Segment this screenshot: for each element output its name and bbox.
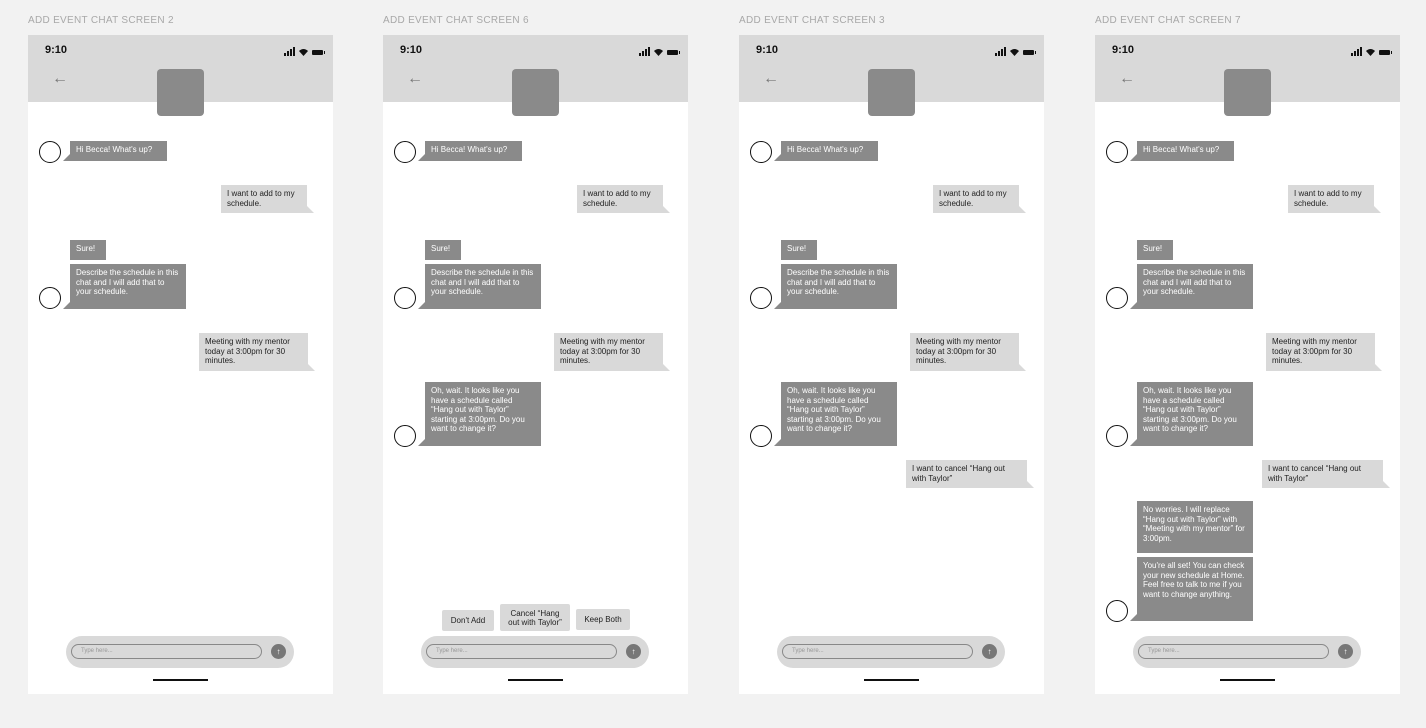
contact-avatar bbox=[1224, 69, 1271, 116]
battery-icon bbox=[667, 50, 678, 55]
bot-message: Hi Becca! What's up? bbox=[425, 141, 522, 161]
back-arrow-icon[interactable]: ← bbox=[763, 70, 779, 87]
contact-avatar bbox=[157, 69, 204, 116]
screen-label: ADD EVENT CHAT SCREEN 7 bbox=[1095, 15, 1241, 26]
user-message: I want to cancel “Hang out with Taylor” bbox=[906, 460, 1027, 488]
cellular-signal-icon bbox=[1351, 47, 1362, 56]
user-message: I want to add to my schedule. bbox=[577, 185, 663, 213]
chat-input-bar bbox=[421, 636, 649, 668]
bot-message: Oh, wait. It looks like you have a schedule called “Hang out with Taylor” starting at 3:00pm. Do you want to change it? bbox=[425, 382, 541, 446]
status-time: 9:10 bbox=[1112, 44, 1135, 56]
message-input[interactable]: Type here... bbox=[782, 644, 973, 659]
chat-input-bar bbox=[777, 636, 1005, 668]
quick-reply-dont-add[interactable]: Don't Add bbox=[442, 610, 494, 631]
bot-avatar bbox=[39, 287, 61, 309]
user-message: Meeting with my mentor today at 3:00pm for 30 minutes. bbox=[554, 333, 663, 371]
phone-frame bbox=[1095, 35, 1400, 694]
home-indicator bbox=[508, 679, 563, 681]
send-arrow-icon[interactable]: ↑ bbox=[271, 644, 286, 659]
bot-avatar bbox=[39, 141, 61, 163]
chat-header bbox=[28, 35, 333, 102]
bot-avatar bbox=[394, 287, 416, 309]
cellular-signal-icon bbox=[995, 47, 1006, 56]
message-input[interactable]: Type here... bbox=[426, 644, 617, 659]
chat-header bbox=[383, 35, 688, 102]
screen-label: ADD EVENT CHAT SCREEN 2 bbox=[28, 15, 174, 26]
user-message: Meeting with my mentor today at 3:00pm for 30 minutes. bbox=[910, 333, 1019, 371]
back-arrow-icon[interactable]: ← bbox=[407, 70, 423, 87]
bot-message: Hi Becca! What's up? bbox=[1137, 141, 1234, 161]
wifi-icon bbox=[654, 48, 663, 56]
cellular-signal-icon bbox=[639, 47, 650, 56]
status-icons bbox=[284, 47, 323, 56]
quick-reply-cancel-hang-out[interactable]: Cancel “Hang out with Taylor” bbox=[500, 604, 570, 631]
wifi-icon bbox=[299, 48, 308, 56]
bot-message: Sure! bbox=[781, 240, 817, 260]
screen-label: ADD EVENT CHAT SCREEN 6 bbox=[383, 15, 529, 26]
bot-message: Describe the schedule in this chat and I will add that to your schedule. bbox=[70, 264, 186, 309]
chat-header bbox=[739, 35, 1044, 102]
status-time: 9:10 bbox=[45, 44, 68, 56]
bot-avatar bbox=[750, 141, 772, 163]
wifi-icon bbox=[1366, 48, 1375, 56]
bot-message: Sure! bbox=[1137, 240, 1173, 260]
screen-label: ADD EVENT CHAT SCREEN 3 bbox=[739, 15, 885, 26]
status-icons bbox=[1351, 47, 1390, 56]
user-message: Meeting with my mentor today at 3:00pm for 30 minutes. bbox=[199, 333, 308, 371]
phone-frame bbox=[383, 35, 688, 694]
status-icons bbox=[995, 47, 1034, 56]
bot-message: Sure! bbox=[70, 240, 106, 260]
battery-icon bbox=[312, 50, 323, 55]
back-arrow-icon[interactable]: ← bbox=[52, 70, 68, 87]
battery-icon bbox=[1379, 50, 1390, 55]
send-arrow-icon[interactable]: ↑ bbox=[626, 644, 641, 659]
user-message: I want to add to my schedule. bbox=[221, 185, 307, 213]
home-indicator bbox=[864, 679, 919, 681]
bot-message: Describe the schedule in this chat and I will add that to your schedule. bbox=[1137, 264, 1253, 309]
send-arrow-icon[interactable]: ↑ bbox=[1338, 644, 1353, 659]
bot-avatar bbox=[1106, 600, 1128, 622]
status-time: 9:10 bbox=[756, 44, 779, 56]
user-message: I want to add to my schedule. bbox=[1288, 185, 1374, 213]
contact-avatar bbox=[512, 69, 559, 116]
bot-avatar bbox=[394, 425, 416, 447]
chat-input-bar bbox=[66, 636, 294, 668]
phone-frame bbox=[28, 35, 333, 694]
message-input[interactable]: Type here... bbox=[1138, 644, 1329, 659]
bot-message: Sure! bbox=[425, 240, 461, 260]
bot-avatar bbox=[750, 425, 772, 447]
bot-message: Describe the schedule in this chat and I will add that to your schedule. bbox=[425, 264, 541, 309]
user-message: Meeting with my mentor today at 3:00pm for 30 minutes. bbox=[1266, 333, 1375, 371]
message-input[interactable]: Type here... bbox=[71, 644, 262, 659]
status-time: 9:10 bbox=[400, 44, 423, 56]
bot-avatar bbox=[750, 287, 772, 309]
bot-message: Hi Becca! What's up? bbox=[70, 141, 167, 161]
contact-avatar bbox=[868, 69, 915, 116]
status-icons bbox=[639, 47, 678, 56]
bot-message: No worries. I will replace “Hang out with Taylor” with “Meeting with my mentor” for 3:00pm. bbox=[1137, 501, 1253, 553]
home-indicator bbox=[1220, 679, 1275, 681]
bot-message: Oh, wait. It looks like you have a schedule called “Hang out with Taylor” starting at 3:00pm. Do you want to change it? bbox=[1137, 382, 1253, 446]
back-arrow-icon[interactable]: ← bbox=[1119, 70, 1135, 87]
user-message: I want to cancel “Hang out with Taylor” bbox=[1262, 460, 1383, 488]
bot-message: Oh, wait. It looks like you have a schedule called “Hang out with Taylor” starting at 3:00pm. Do you want to change it? bbox=[781, 382, 897, 446]
battery-icon bbox=[1023, 50, 1034, 55]
home-indicator bbox=[153, 679, 208, 681]
bot-message: Hi Becca! What's up? bbox=[781, 141, 878, 161]
chat-input-bar bbox=[1133, 636, 1361, 668]
quick-reply-keep-both[interactable]: Keep Both bbox=[576, 609, 630, 630]
bot-message: You're all set! You can check your new schedule at Home. Feel free to talk to me if you want to change anything. bbox=[1137, 557, 1253, 621]
cellular-signal-icon bbox=[284, 47, 295, 56]
send-arrow-icon[interactable]: ↑ bbox=[982, 644, 997, 659]
bot-avatar bbox=[394, 141, 416, 163]
phone-frame bbox=[739, 35, 1044, 694]
bot-avatar bbox=[1106, 141, 1128, 163]
bot-message: Describe the schedule in this chat and I will add that to your schedule. bbox=[781, 264, 897, 309]
chat-header bbox=[1095, 35, 1400, 102]
user-message: I want to add to my schedule. bbox=[933, 185, 1019, 213]
wifi-icon bbox=[1010, 48, 1019, 56]
bot-avatar bbox=[1106, 287, 1128, 309]
bot-avatar bbox=[1106, 425, 1128, 447]
